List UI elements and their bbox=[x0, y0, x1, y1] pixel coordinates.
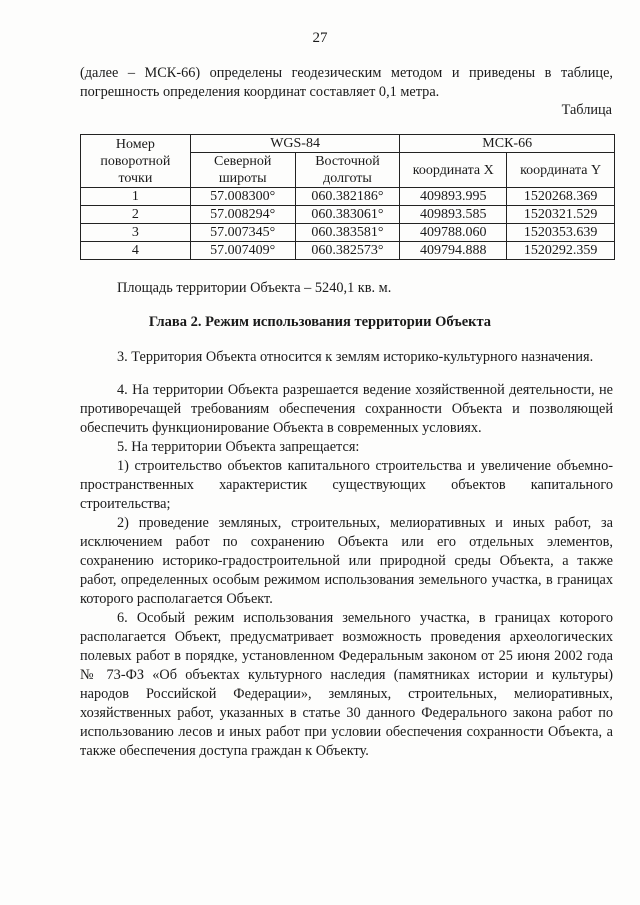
cell-lon: 060.383061° bbox=[295, 206, 400, 224]
coordinates-table bbox=[80, 134, 615, 260]
cell-lat: 57.007345° bbox=[190, 224, 295, 242]
header-wgs84: WGS-84 bbox=[190, 135, 400, 153]
paragraph-3: 3. Территория Объекта относится к землям историко-культурного назначения. bbox=[117, 349, 594, 365]
cell-x: 409794.888 bbox=[400, 242, 507, 260]
cell-y: 1520353.639 bbox=[507, 224, 615, 242]
table-header-row bbox=[81, 135, 615, 153]
cell-x: 409893.585 bbox=[400, 206, 507, 224]
paragraph-5-item-2: 2) проведение земляных, строительных, мелиоративных и иных работ, за исключением работ по сохранению Объекта или его отдельных элементов, сохранению историко-градостроительной или природной среды Объекта, а также работ, определенных особым режимом использования земельного участка, в границах которого располагается Объект. bbox=[80, 515, 613, 607]
paragraph-5: 5. На территории Объекта запрещается: bbox=[117, 439, 360, 455]
cell-y: 1520268.369 bbox=[507, 188, 615, 206]
paragraph-5-item-1: 1) строительство объектов капитального строительства и увеличение объемно-пространственных характеристик существующих объектов капитального строительства; bbox=[80, 458, 613, 512]
table-row bbox=[81, 206, 615, 224]
area-text: Площадь территории Объекта – 5240,1 кв. м. bbox=[117, 280, 392, 296]
cell-lon: 060.382186° bbox=[295, 188, 400, 206]
header-point-number: Номер поворотной точки bbox=[81, 135, 191, 188]
cell-y: 1520321.529 bbox=[507, 206, 615, 224]
cell-point: 3 bbox=[81, 224, 191, 242]
cell-point: 2 bbox=[81, 206, 191, 224]
chapter-heading: Глава 2. Режим использования территории Объекта bbox=[148, 314, 492, 330]
intro-paragraph: (далее – МСК-66) определены геодезическим методом и приведены в таблице, погрешность определения координат составляет 0,1 метра. bbox=[80, 65, 613, 100]
table-row bbox=[81, 224, 615, 242]
header-coord-y: координата Y bbox=[507, 153, 615, 188]
header-msk66: МСК-66 bbox=[400, 135, 615, 153]
header-longitude: Восточной долготы bbox=[295, 153, 400, 188]
cell-x: 409893.995 bbox=[400, 188, 507, 206]
table-row bbox=[81, 188, 615, 206]
paragraph-6: 6. Особый режим использования земельного участка, в границах которого располагается Объект, предусматривает возможность проведения археологических полевых работ в порядке, установленном Федеральным законом от 25 июня 2002 года № 73-ФЗ «Об объектах культурного наследия (памятниках истории и культуры) народов Российской Федерации», земляных, строительных, мелиоративных, хозяйственных работ, указанных в статье 30 данного Федерального закона работ по использованию лесов и иных работ при условии обеспечения сохранности Объекта, а также обеспечения доступа граждан к Объекту. bbox=[80, 610, 613, 759]
cell-y: 1520292.359 bbox=[507, 242, 615, 260]
header-latitude: Северной широты bbox=[190, 153, 295, 188]
table-caption: Таблица bbox=[561, 102, 612, 118]
cell-point: 4 bbox=[81, 242, 191, 260]
cell-lon: 060.382573° bbox=[295, 242, 400, 260]
page-number: 27 bbox=[312, 30, 328, 46]
cell-point: 1 bbox=[81, 188, 191, 206]
cell-lat: 57.008300° bbox=[190, 188, 295, 206]
cell-x: 409788.060 bbox=[400, 224, 507, 242]
cell-lat: 57.008294° bbox=[190, 206, 295, 224]
cell-lat: 57.007409° bbox=[190, 242, 295, 260]
header-coord-x: координата X bbox=[400, 153, 507, 188]
table-row bbox=[81, 242, 615, 260]
cell-lon: 060.383581° bbox=[295, 224, 400, 242]
paragraph-4: 4. На территории Объекта разрешается ведение хозяйственной деятельности, не противоречащей требованиям обеспечения сохранности Объекта и позволяющей обеспечить функционирование Объекта в современных условиях. bbox=[80, 382, 613, 436]
